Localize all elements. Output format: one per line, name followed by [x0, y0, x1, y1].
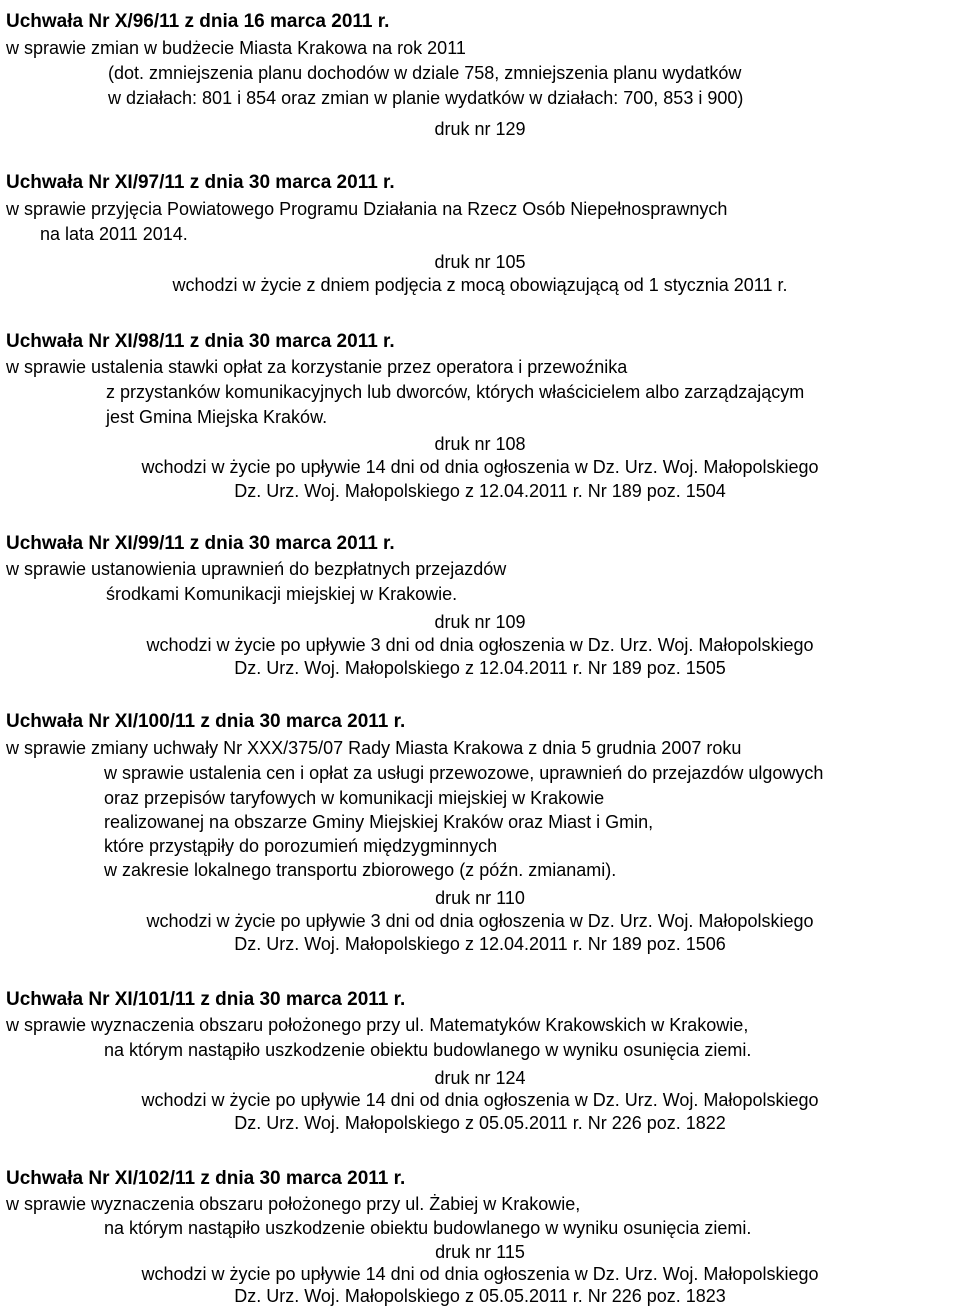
- resolution-subject-line: jest Gmina Miejska Kraków.: [106, 407, 328, 427]
- resolution-subject-line: które przystąpiły do porozumień międzygminnych: [104, 836, 498, 856]
- publication-note: Dz. Urz. Woj. Małopolskiego z 05.05.2011 r. Nr 226 poz. 1822: [234, 1113, 726, 1133]
- effective-note: wchodzi w życie po upływie 14 dni od dnia ogłoszenia w Dz. Urz. Woj. Małopolskiego: [141, 1090, 819, 1110]
- resolution-subject-line: oraz przepisów taryfowych w komunikacji miejskiej w Krakowie: [104, 788, 605, 808]
- resolution-title: Uchwała Nr XI/98/11 z dnia 30 marca 2011 r.: [6, 331, 395, 352]
- resolution-subject-line: w zakresie lokalnego transportu zbiorowego (z późn. zmianami).: [104, 860, 617, 880]
- resolution-subject-line: w sprawie przyjęcia Powiatowego Programu Działania na Rzecz Osób Niepełnosprawnych: [6, 199, 728, 219]
- resolution-title: Uchwała Nr XI/101/11 z dnia 30 marca 2011 r.: [6, 989, 406, 1010]
- resolution-subject-line: w sprawie ustalenia cen i opłat za usługi przewozowe, uprawnień do przejazdów ulgowych: [104, 763, 824, 783]
- effective-note: wchodzi w życie z dniem podjęcia z mocą obowiązującą od 1 stycznia 2011 r.: [172, 275, 788, 295]
- print-number: druk nr 129: [434, 119, 526, 139]
- resolution-subject-line: z przystanków komunikacyjnych lub dworców, których właścicielem albo zarządzającym: [106, 382, 805, 402]
- publication-note: Dz. Urz. Woj. Małopolskiego z 12.04.2011 r. Nr 189 poz. 1504: [234, 481, 726, 501]
- resolution-title: Uchwała Nr XI/102/11 z dnia 30 marca 2011 r.: [6, 1168, 406, 1189]
- resolution-subject-line: w działach: 801 i 854 oraz zmian w planie wydatków w działach: 700, 853 i 900): [108, 88, 744, 108]
- print-number: druk nr 109: [434, 612, 526, 632]
- resolution-subject-line: w sprawie ustalenia stawki opłat za korzystanie przez operatora i przewoźnika: [6, 357, 628, 377]
- print-number: druk nr 115: [435, 1242, 525, 1262]
- publication-note: Dz. Urz. Woj. Małopolskiego z 12.04.2011 r. Nr 189 poz. 1505: [234, 658, 726, 678]
- resolution-subject-line: na lata 2011 2014.: [40, 224, 188, 244]
- publication-note: Dz. Urz. Woj. Małopolskiego z 12.04.2011 r. Nr 189 poz. 1506: [234, 934, 726, 954]
- resolution-title: Uchwała Nr X/96/11 z dnia 16 marca 2011 r.: [6, 11, 390, 32]
- resolution-subject-line: w sprawie zmian w budżecie Miasta Krakowa na rok 2011: [6, 38, 466, 58]
- resolution-title: Uchwała Nr XI/97/11 z dnia 30 marca 2011 r.: [6, 172, 395, 193]
- effective-note: wchodzi w życie po upływie 14 dni od dnia ogłoszenia w Dz. Urz. Woj. Małopolskiego: [141, 1264, 819, 1284]
- print-number: druk nr 110: [435, 888, 525, 908]
- resolution-title: Uchwała Nr XI/99/11 z dnia 30 marca 2011 r.: [6, 533, 395, 554]
- resolution-subject-line: realizowanej na obszarze Gminy Miejskiej Kraków oraz Miast i Gmin,: [104, 812, 654, 832]
- effective-note: wchodzi w życie po upływie 3 dni od dnia ogłoszenia w Dz. Urz. Woj. Małopolskiego: [146, 635, 814, 655]
- resolution-subject-line: w sprawie wyznaczenia obszaru położonego przy ul. Żabiej w Krakowie,: [6, 1194, 581, 1214]
- resolution-subject-line: w sprawie ustanowienia uprawnień do bezpłatnych przejazdów: [6, 559, 507, 579]
- resolution-subject-line: w sprawie zmiany uchwały Nr XXX/375/07 Rady Miasta Krakowa z dnia 5 grudnia 2007 roku: [6, 738, 742, 758]
- effective-note: wchodzi w życie po upływie 14 dni od dnia ogłoszenia w Dz. Urz. Woj. Małopolskiego: [141, 457, 819, 477]
- print-number: druk nr 124: [434, 1068, 526, 1088]
- resolution-subject-line: w sprawie wyznaczenia obszaru położonego przy ul. Matematyków Krakowskich w Krakowie,: [6, 1015, 749, 1035]
- publication-note: Dz. Urz. Woj. Małopolskiego z 05.05.2011 r. Nr 226 poz. 1823: [234, 1286, 726, 1306]
- print-number: druk nr 108: [434, 434, 526, 454]
- print-number: druk nr 105: [434, 252, 526, 272]
- resolution-subject-line: na którym nastąpiło uszkodzenie obiektu budowlanego w wyniku osunięcia ziemi.: [104, 1218, 752, 1238]
- resolution-title: Uchwała Nr XI/100/11 z dnia 30 marca 2011 r.: [6, 711, 406, 732]
- resolution-subject-line: na którym nastąpiło uszkodzenie obiektu budowlanego w wyniku osunięcia ziemi.: [104, 1040, 752, 1060]
- effective-note: wchodzi w życie po upływie 3 dni od dnia ogłoszenia w Dz. Urz. Woj. Małopolskiego: [146, 911, 814, 931]
- resolution-subject-line: (dot. zmniejszenia planu dochodów w dziale 758, zmniejszenia planu wydatków: [108, 63, 742, 83]
- resolution-subject-line: środkami Komunikacji miejskiej w Krakowie.: [106, 584, 458, 604]
